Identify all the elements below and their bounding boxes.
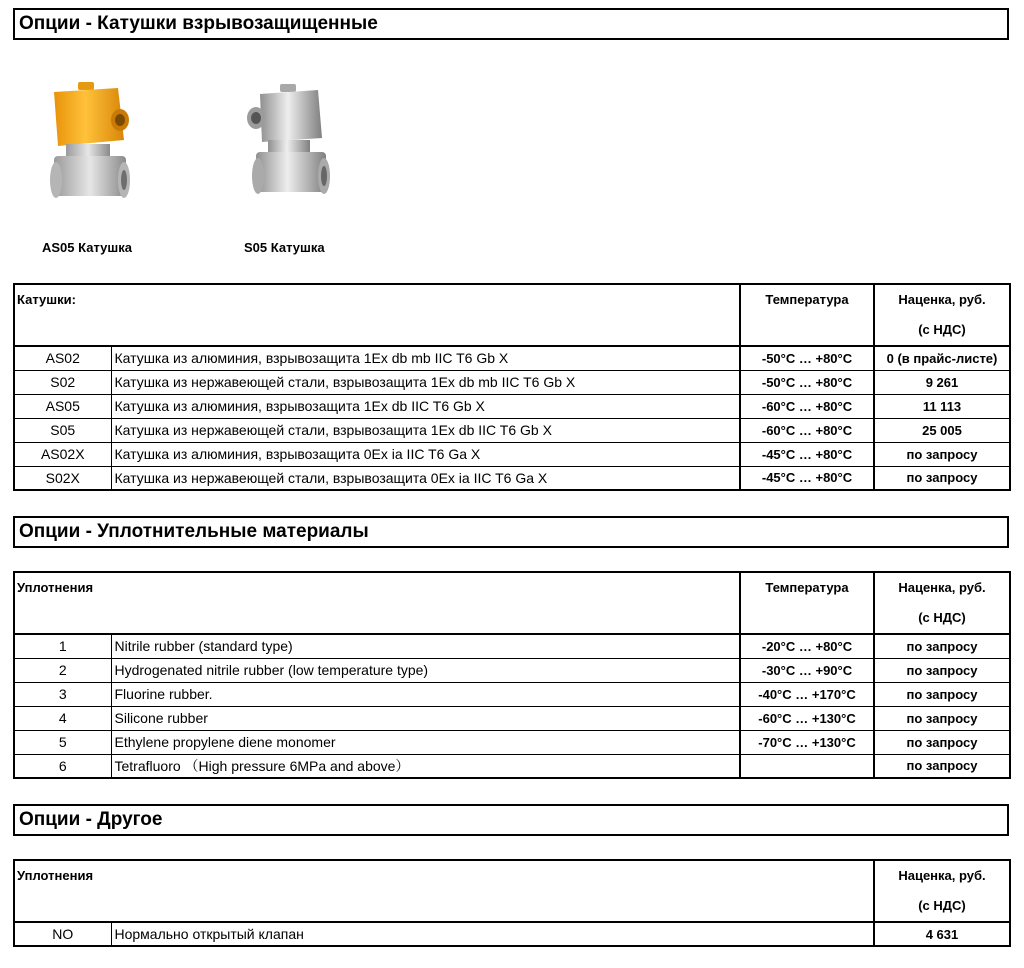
description-cell: Катушка из алюминия, взрывозащита 1Ex db IIC T6 Gb X: [111, 394, 740, 418]
code-cell: AS02: [14, 346, 111, 370]
column-header-price: Наценка, руб. (с НДС): [874, 284, 1010, 346]
description-cell: Silicone rubber: [111, 706, 740, 730]
temperature-cell: -60°C … +130°C: [740, 706, 874, 730]
table-header-row: [14, 284, 1010, 346]
code-cell: S02: [14, 370, 111, 394]
temperature-cell: -70°C … +130°C: [740, 730, 874, 754]
description-cell: Катушка из алюминия, взрывозащита 0Ex ia IIC T6 Ga X: [111, 442, 740, 466]
code-cell: 1: [14, 634, 111, 658]
table-row: [14, 730, 1010, 754]
description-cell: Tetrafluoro （High pressure 6MPa and above）: [111, 754, 740, 778]
price-cell: 11 113: [874, 394, 1010, 418]
product-caption: S05 Катушка: [244, 240, 325, 255]
description-cell: Ethylene propylene diene monomer: [111, 730, 740, 754]
price-cell: по запросу: [874, 730, 1010, 754]
price-cell: по запросу: [874, 442, 1010, 466]
code-cell: 5: [14, 730, 111, 754]
table-row: [14, 466, 1010, 490]
product-caption: AS05 Катушка: [42, 240, 132, 255]
section-title-other: Опции - Другое: [13, 804, 1009, 836]
table-row: [14, 418, 1010, 442]
other-table: [13, 859, 1011, 947]
table-row: [14, 394, 1010, 418]
temperature-cell: -40°C … +170°C: [740, 682, 874, 706]
description-cell: Nitrile rubber (standard type): [111, 634, 740, 658]
table-row: [14, 658, 1010, 682]
code-cell: S02X: [14, 466, 111, 490]
product-s05: [240, 80, 350, 260]
temperature-cell: [740, 754, 874, 778]
description-cell: Fluorine rubber.: [111, 682, 740, 706]
seals-table: [13, 571, 1011, 779]
code-cell: AS02X: [14, 442, 111, 466]
temperature-cell: -45°C … +80°C: [740, 466, 874, 490]
description-cell: Катушка из нержавеющей стали, взрывозащита 0Ex ia IIC T6 Ga X: [111, 466, 740, 490]
temperature-cell: -60°C … +80°C: [740, 394, 874, 418]
table-row: [14, 442, 1010, 466]
temperature-cell: -50°C … +80°C: [740, 346, 874, 370]
table-row: [14, 346, 1010, 370]
column-header-name: Уплотнения: [14, 572, 740, 634]
column-header-temperature: Температура: [740, 572, 874, 634]
as05-valve-image: [40, 80, 140, 210]
column-header-temperature: Температура: [740, 284, 874, 346]
code-cell: AS05: [14, 394, 111, 418]
temperature-cell: -30°C … +90°C: [740, 658, 874, 682]
description-cell: Нормально открытый клапан: [111, 922, 874, 946]
code-cell: 3: [14, 682, 111, 706]
price-cell: по запросу: [874, 706, 1010, 730]
code-cell: 6: [14, 754, 111, 778]
price-cell: 25 005: [874, 418, 1010, 442]
price-cell: 0 (в прайс-листе): [874, 346, 1010, 370]
table-row: [14, 370, 1010, 394]
column-header-price: Наценка, руб. (с НДС): [874, 572, 1010, 634]
price-cell: 4 631: [874, 922, 1010, 946]
price-cell: 9 261: [874, 370, 1010, 394]
description-cell: Катушка из нержавеющей стали, взрывозащита 1Ex db mb IIC T6 Gb X: [111, 370, 740, 394]
code-cell: 2: [14, 658, 111, 682]
product-as05: [40, 80, 150, 260]
coils-table: [13, 283, 1011, 491]
table-header-row: [14, 860, 1010, 922]
description-cell: Hydrogenated nitrile rubber (low temperature type): [111, 658, 740, 682]
description-cell: Катушка из алюминия, взрывозащита 1Ex db mb IIC T6 Gb X: [111, 346, 740, 370]
code-cell: NO: [14, 922, 111, 946]
price-cell: по запросу: [874, 754, 1010, 778]
price-cell: по запросу: [874, 658, 1010, 682]
temperature-cell: -20°C … +80°C: [740, 634, 874, 658]
column-header-name: Уплотнения: [14, 860, 874, 922]
section-title-seals: Опции - Уплотнительные материалы: [13, 516, 1009, 548]
temperature-cell: -60°C … +80°C: [740, 418, 874, 442]
description-cell: Катушка из нержавеющей стали, взрывозащита 1Ex db IIC T6 Gb X: [111, 418, 740, 442]
price-cell: по запросу: [874, 634, 1010, 658]
table-row: [14, 922, 1010, 946]
price-cell: по запросу: [874, 682, 1010, 706]
column-header-price: Наценка, руб. (с НДС): [874, 860, 1010, 922]
code-cell: 4: [14, 706, 111, 730]
table-row: [14, 634, 1010, 658]
temperature-cell: -45°C … +80°C: [740, 442, 874, 466]
table-row: [14, 754, 1010, 778]
table-row: [14, 682, 1010, 706]
column-header-name: Катушки:: [14, 284, 740, 346]
code-cell: S05: [14, 418, 111, 442]
table-row: [14, 706, 1010, 730]
temperature-cell: -50°C … +80°C: [740, 370, 874, 394]
s05-valve-image: [240, 80, 340, 210]
price-cell: по запросу: [874, 466, 1010, 490]
section-title-coils: Опции - Катушки взрывозащищенные: [13, 8, 1009, 40]
table-header-row: [14, 572, 1010, 634]
